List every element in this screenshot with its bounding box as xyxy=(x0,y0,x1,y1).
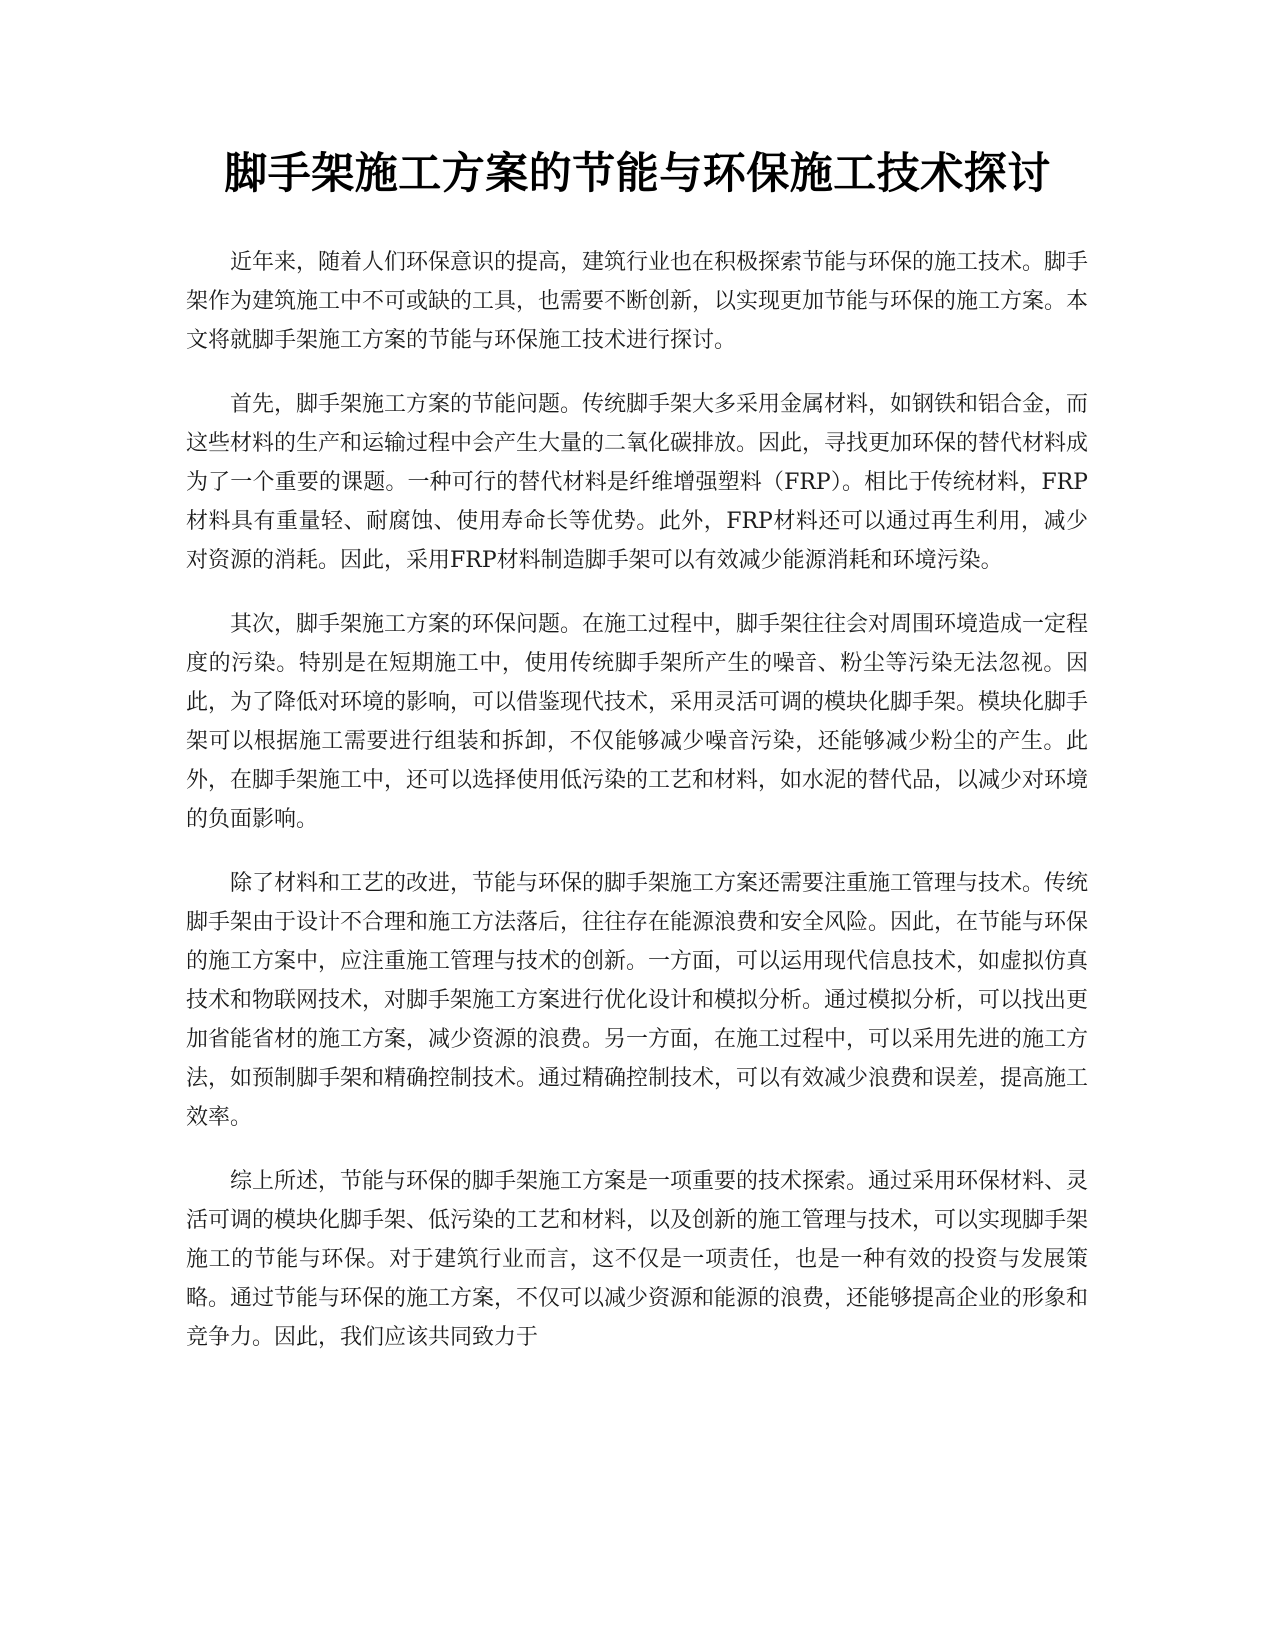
paragraph-management: 除了材料和工艺的改进，节能与环保的脚手架施工方案还需要注重施工管理与技术。传统脚手架由于设计不合理和施工方法落后，往往存在能源浪费和安全风险。因此，在节能与环保的施工方案中，应注重施工管理与技术的创新。一方面，可以运用现代信息技术，如虚拟仿真技术和物联网技术，对脚手架施工方案进行优化设计和模拟分析。通过模拟分析，可以找出更加省能省材的施工方案，减少资源的浪费。另一方面，在施工过程中，可以采用先进的施工方法，如预制脚手架和精确控制技术。通过精确控制技术，可以有效减少浪费和误差，提高施工效率。 xyxy=(186,871,1089,1130)
document-body xyxy=(186,243,1088,1382)
paragraph-energy-saving: 首先，脚手架施工方案的节能问题。传统脚手架大多采用金属材料，如钢铁和铝合金，而这些材料的生产和运输过程中会产生大量的二氧化碳排放。因此，寻找更加环保的替代材料成为了一个重要的课题。一种可行的替代材料是纤维增强塑料（FRP）。相比于传统材料，FRP材料具有重量轻、耐腐蚀、使用寿命长等优势。此外，FRP材料还可以通过再生利用，减少对资源的消耗。因此，采用FRP材料制造脚手架可以有效减少能源消耗和环境污染。 xyxy=(186,392,1089,573)
document-title: 脚手架施工方案的节能与环保施工技术探讨 xyxy=(224,149,1051,199)
paragraph-intro: 近年来，随着人们环保意识的提高，建筑行业也在积极探索节能与环保的施工技术。脚手架作为建筑施工中不可或缺的工具，也需要不断创新，以实现更加节能与环保的施工方案。本文将就脚手架施工方案的节能与环保施工技术进行探讨。 xyxy=(186,250,1089,353)
paragraph-environmental: 其次，脚手架施工方案的环保问题。在施工过程中，脚手架往往会对周围环境造成一定程度的污染。特别是在短期施工中，使用传统脚手架所产生的噪音、粉尘等污染无法忽视。因此，为了降低对环境的影响，可以借鉴现代技术，采用灵活可调的模块化脚手架。模块化脚手架可以根据施工需要进行组装和拆卸，不仅能够减少噪音污染，还能够减少粉尘的产生。此外，在脚手架施工中，还可以选择使用低污染的工艺和材料，如水泥的替代品，以减少对环境的负面影响。 xyxy=(186,612,1089,832)
paragraph-conclusion: 综上所述，节能与环保的脚手架施工方案是一项重要的技术探索。通过采用环保材料、灵活可调的模块化脚手架、低污染的工艺和材料，以及创新的施工管理与技术，可以实现脚手架施工的节能与环保。对于建筑行业而言，这不仅是一项责任，也是一种有效的投资与发展策略。通过节能与环保的施工方案，不仅可以减少资源和能源的浪费，还能够提高企业的形象和竞争力。因此，我们应该共同致力于 xyxy=(186,1169,1089,1350)
